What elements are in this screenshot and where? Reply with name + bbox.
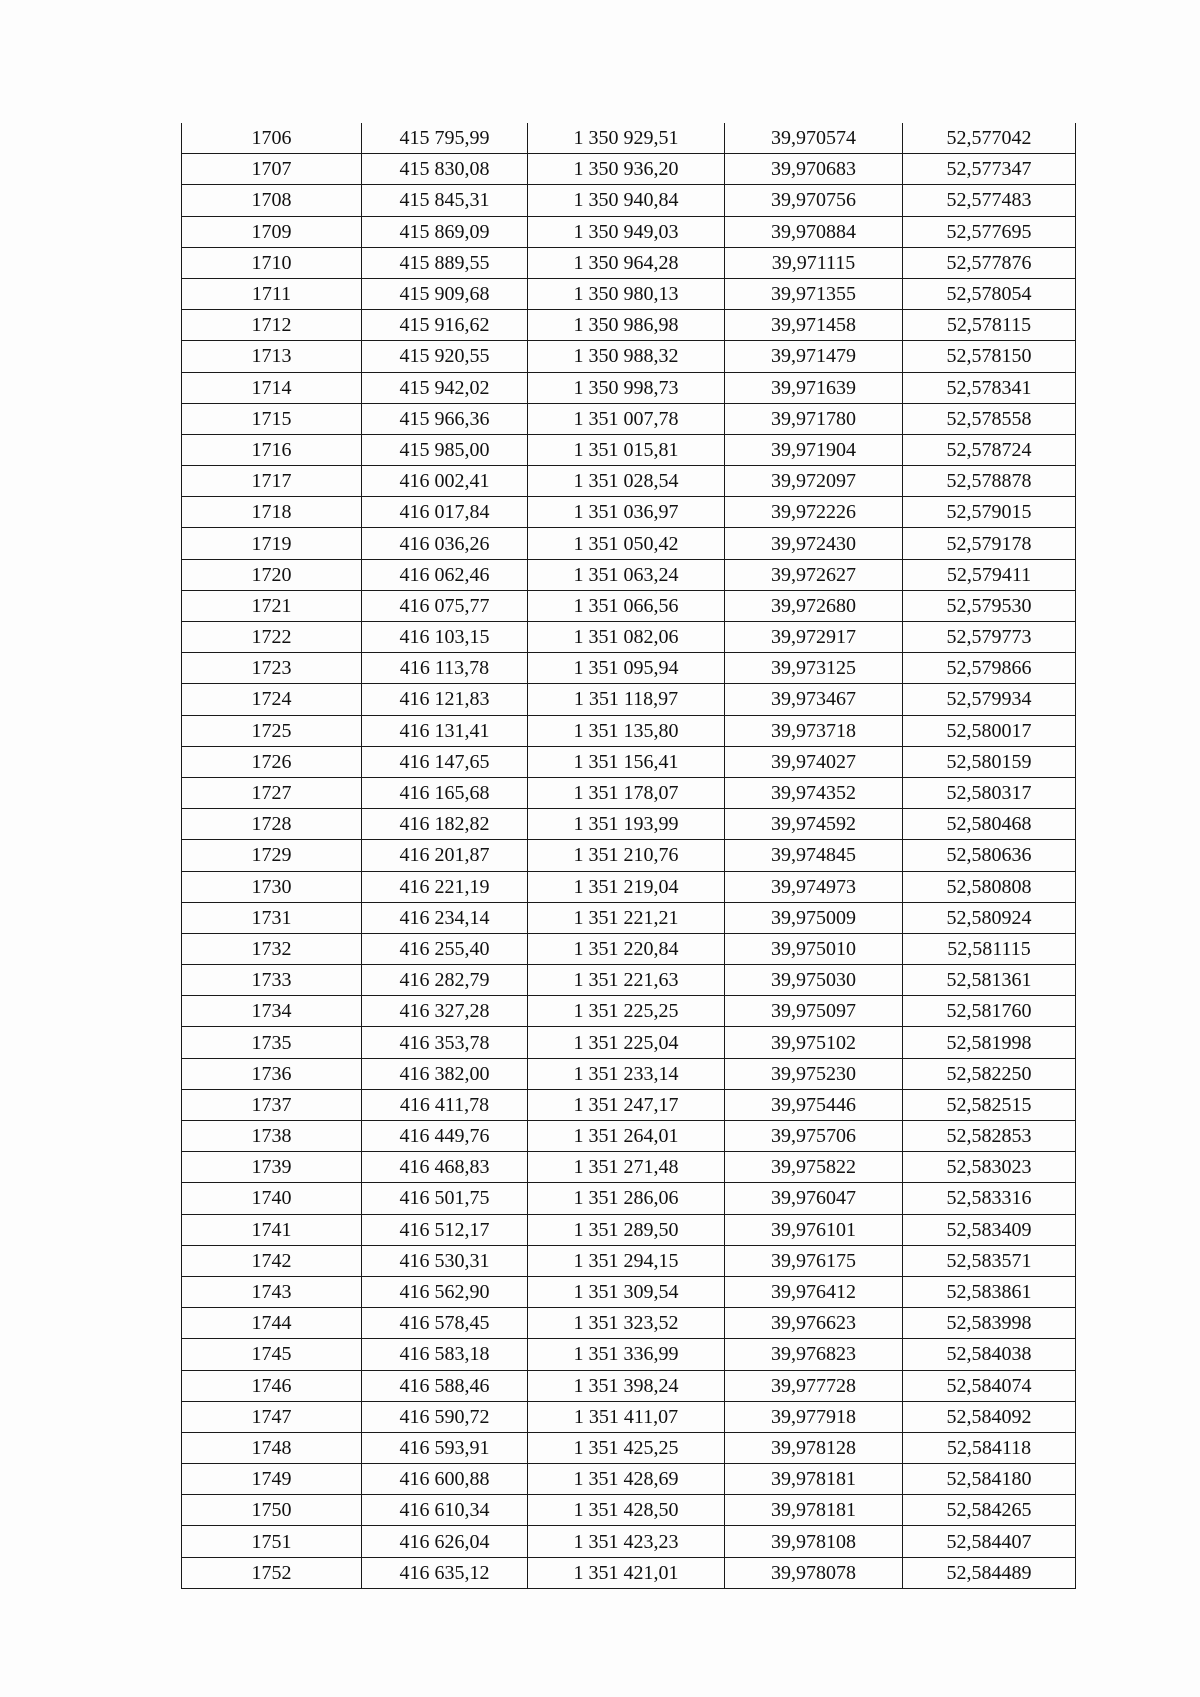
longitude-cell: 39,971904 [725, 434, 903, 465]
latitude-cell: 52,580468 [903, 809, 1076, 840]
table-row [182, 559, 1076, 590]
table-row [182, 1370, 1076, 1401]
x-coordinate-cell: 416 221,19 [362, 871, 528, 902]
point-number-cell: 1740 [182, 1183, 362, 1214]
point-number-cell: 1715 [182, 403, 362, 434]
y-coordinate-cell: 1 350 988,32 [528, 341, 725, 372]
longitude-cell: 39,972917 [725, 622, 903, 653]
table-row [182, 528, 1076, 559]
latitude-cell: 52,578115 [903, 310, 1076, 341]
latitude-cell: 52,584074 [903, 1370, 1076, 1401]
table-row [182, 902, 1076, 933]
point-number-cell: 1706 [182, 123, 362, 154]
y-coordinate-cell: 1 351 428,50 [528, 1495, 725, 1526]
latitude-cell: 52,577695 [903, 216, 1076, 247]
point-number-cell: 1719 [182, 528, 362, 559]
point-number-cell: 1734 [182, 996, 362, 1027]
longitude-cell: 39,978181 [725, 1464, 903, 1495]
point-number-cell: 1714 [182, 372, 362, 403]
longitude-cell: 39,973718 [725, 715, 903, 746]
table-row [182, 1027, 1076, 1058]
x-coordinate-cell: 416 147,65 [362, 746, 528, 777]
table-row [182, 840, 1076, 871]
y-coordinate-cell: 1 351 028,54 [528, 466, 725, 497]
table-row [182, 1526, 1076, 1557]
point-number-cell: 1711 [182, 278, 362, 309]
y-coordinate-cell: 1 351 220,84 [528, 933, 725, 964]
point-number-cell: 1730 [182, 871, 362, 902]
table-row [182, 590, 1076, 621]
x-coordinate-cell: 416 036,26 [362, 528, 528, 559]
latitude-cell: 52,584092 [903, 1401, 1076, 1432]
latitude-cell: 52,577483 [903, 185, 1076, 216]
table-row [182, 933, 1076, 964]
longitude-cell: 39,971479 [725, 341, 903, 372]
table-row [182, 310, 1076, 341]
x-coordinate-cell: 416 353,78 [362, 1027, 528, 1058]
table-row [182, 1432, 1076, 1463]
y-coordinate-cell: 1 351 294,15 [528, 1245, 725, 1276]
y-coordinate-cell: 1 351 336,99 [528, 1339, 725, 1370]
x-coordinate-cell: 416 449,76 [362, 1121, 528, 1152]
y-coordinate-cell: 1 351 289,50 [528, 1214, 725, 1245]
point-number-cell: 1710 [182, 247, 362, 278]
point-number-cell: 1709 [182, 216, 362, 247]
table-row [182, 1121, 1076, 1152]
y-coordinate-cell: 1 351 225,25 [528, 996, 725, 1027]
x-coordinate-cell: 415 869,09 [362, 216, 528, 247]
y-coordinate-cell: 1 351 428,69 [528, 1464, 725, 1495]
latitude-cell: 52,584118 [903, 1432, 1076, 1463]
x-coordinate-cell: 415 909,68 [362, 278, 528, 309]
table-row [182, 622, 1076, 653]
x-coordinate-cell: 415 966,36 [362, 403, 528, 434]
table-row [182, 1152, 1076, 1183]
y-coordinate-cell: 1 351 323,52 [528, 1308, 725, 1339]
latitude-cell: 52,584489 [903, 1557, 1076, 1588]
longitude-cell: 39,974027 [725, 746, 903, 777]
table-row [182, 372, 1076, 403]
y-coordinate-cell: 1 351 193,99 [528, 809, 725, 840]
x-coordinate-cell: 416 600,88 [362, 1464, 528, 1495]
latitude-cell: 52,583409 [903, 1214, 1076, 1245]
table-row [182, 1339, 1076, 1370]
table-row [182, 341, 1076, 372]
point-number-cell: 1712 [182, 310, 362, 341]
table-row [182, 497, 1076, 528]
x-coordinate-cell: 416 075,77 [362, 590, 528, 621]
y-coordinate-cell: 1 351 219,04 [528, 871, 725, 902]
longitude-cell: 39,974973 [725, 871, 903, 902]
latitude-cell: 52,580924 [903, 902, 1076, 933]
longitude-cell: 39,972627 [725, 559, 903, 590]
y-coordinate-cell: 1 351 082,06 [528, 622, 725, 653]
longitude-cell: 39,972680 [725, 590, 903, 621]
longitude-cell: 39,973467 [725, 684, 903, 715]
y-coordinate-cell: 1 350 998,73 [528, 372, 725, 403]
latitude-cell: 52,579934 [903, 684, 1076, 715]
latitude-cell: 52,578878 [903, 466, 1076, 497]
latitude-cell: 52,581361 [903, 965, 1076, 996]
table-row [182, 216, 1076, 247]
table-row [182, 403, 1076, 434]
point-number-cell: 1716 [182, 434, 362, 465]
x-coordinate-cell: 416 590,72 [362, 1401, 528, 1432]
point-number-cell: 1739 [182, 1152, 362, 1183]
latitude-cell: 52,583316 [903, 1183, 1076, 1214]
latitude-cell: 52,579178 [903, 528, 1076, 559]
point-number-cell: 1732 [182, 933, 362, 964]
y-coordinate-cell: 1 350 936,20 [528, 154, 725, 185]
x-coordinate-cell: 415 795,99 [362, 123, 528, 154]
table-row [182, 247, 1076, 278]
point-number-cell: 1741 [182, 1214, 362, 1245]
y-coordinate-cell: 1 350 940,84 [528, 185, 725, 216]
longitude-cell: 39,976047 [725, 1183, 903, 1214]
point-number-cell: 1723 [182, 653, 362, 684]
longitude-cell: 39,975097 [725, 996, 903, 1027]
longitude-cell: 39,970574 [725, 123, 903, 154]
y-coordinate-cell: 1 351 398,24 [528, 1370, 725, 1401]
longitude-cell: 39,971458 [725, 310, 903, 341]
point-number-cell: 1713 [182, 341, 362, 372]
table-row [182, 1245, 1076, 1276]
y-coordinate-cell: 1 351 063,24 [528, 559, 725, 590]
y-coordinate-cell: 1 351 066,56 [528, 590, 725, 621]
point-number-cell: 1748 [182, 1432, 362, 1463]
table-row [182, 1214, 1076, 1245]
y-coordinate-cell: 1 351 007,78 [528, 403, 725, 434]
y-coordinate-cell: 1 351 221,21 [528, 902, 725, 933]
x-coordinate-cell: 415 830,08 [362, 154, 528, 185]
point-number-cell: 1720 [182, 559, 362, 590]
y-coordinate-cell: 1 351 015,81 [528, 434, 725, 465]
point-number-cell: 1742 [182, 1245, 362, 1276]
table-row [182, 466, 1076, 497]
x-coordinate-cell: 416 165,68 [362, 777, 528, 808]
point-number-cell: 1733 [182, 965, 362, 996]
latitude-cell: 52,580636 [903, 840, 1076, 871]
longitude-cell: 39,975009 [725, 902, 903, 933]
table-row [182, 715, 1076, 746]
y-coordinate-cell: 1 351 210,76 [528, 840, 725, 871]
latitude-cell: 52,582250 [903, 1058, 1076, 1089]
x-coordinate-cell: 416 635,12 [362, 1557, 528, 1588]
y-coordinate-cell: 1 351 233,14 [528, 1058, 725, 1089]
longitude-cell: 39,972430 [725, 528, 903, 559]
latitude-cell: 52,584265 [903, 1495, 1076, 1526]
longitude-cell: 39,972226 [725, 497, 903, 528]
x-coordinate-cell: 416 234,14 [362, 902, 528, 933]
point-number-cell: 1738 [182, 1121, 362, 1152]
latitude-cell: 52,584180 [903, 1464, 1076, 1495]
longitude-cell: 39,974352 [725, 777, 903, 808]
y-coordinate-cell: 1 351 225,04 [528, 1027, 725, 1058]
x-coordinate-cell: 416 588,46 [362, 1370, 528, 1401]
table-row [182, 434, 1076, 465]
point-number-cell: 1736 [182, 1058, 362, 1089]
point-number-cell: 1727 [182, 777, 362, 808]
longitude-cell: 39,978108 [725, 1526, 903, 1557]
y-coordinate-cell: 1 351 423,23 [528, 1526, 725, 1557]
longitude-cell: 39,976175 [725, 1245, 903, 1276]
y-coordinate-cell: 1 351 050,42 [528, 528, 725, 559]
x-coordinate-cell: 415 985,00 [362, 434, 528, 465]
x-coordinate-cell: 416 255,40 [362, 933, 528, 964]
longitude-cell: 39,974592 [725, 809, 903, 840]
longitude-cell: 39,976101 [725, 1214, 903, 1245]
table-row [182, 777, 1076, 808]
table-row [182, 154, 1076, 185]
y-coordinate-cell: 1 351 221,63 [528, 965, 725, 996]
point-number-cell: 1707 [182, 154, 362, 185]
latitude-cell: 52,577042 [903, 123, 1076, 154]
longitude-cell: 39,975446 [725, 1089, 903, 1120]
longitude-cell: 39,975030 [725, 965, 903, 996]
table-row [182, 653, 1076, 684]
point-number-cell: 1751 [182, 1526, 362, 1557]
x-coordinate-cell: 416 578,45 [362, 1308, 528, 1339]
latitude-cell: 52,580017 [903, 715, 1076, 746]
latitude-cell: 52,581998 [903, 1027, 1076, 1058]
longitude-cell: 39,971355 [725, 278, 903, 309]
latitude-cell: 52,578150 [903, 341, 1076, 372]
point-number-cell: 1746 [182, 1370, 362, 1401]
latitude-cell: 52,581115 [903, 933, 1076, 964]
table-row [182, 965, 1076, 996]
longitude-cell: 39,975706 [725, 1121, 903, 1152]
y-coordinate-cell: 1 350 964,28 [528, 247, 725, 278]
latitude-cell: 52,581760 [903, 996, 1076, 1027]
x-coordinate-cell: 415 920,55 [362, 341, 528, 372]
y-coordinate-cell: 1 351 264,01 [528, 1121, 725, 1152]
x-coordinate-cell: 416 501,75 [362, 1183, 528, 1214]
latitude-cell: 52,579411 [903, 559, 1076, 590]
x-coordinate-cell: 416 103,15 [362, 622, 528, 653]
point-number-cell: 1718 [182, 497, 362, 528]
y-coordinate-cell: 1 351 178,07 [528, 777, 725, 808]
latitude-cell: 52,579530 [903, 590, 1076, 621]
point-number-cell: 1724 [182, 684, 362, 715]
x-coordinate-cell: 416 593,91 [362, 1432, 528, 1463]
x-coordinate-cell: 416 530,31 [362, 1245, 528, 1276]
latitude-cell: 52,583861 [903, 1276, 1076, 1307]
longitude-cell: 39,975822 [725, 1152, 903, 1183]
point-number-cell: 1737 [182, 1089, 362, 1120]
table-row [182, 809, 1076, 840]
latitude-cell: 52,583998 [903, 1308, 1076, 1339]
longitude-cell: 39,975102 [725, 1027, 903, 1058]
point-number-cell: 1722 [182, 622, 362, 653]
latitude-cell: 52,579773 [903, 622, 1076, 653]
longitude-cell: 39,971115 [725, 247, 903, 278]
latitude-cell: 52,580808 [903, 871, 1076, 902]
y-coordinate-cell: 1 351 247,17 [528, 1089, 725, 1120]
latitude-cell: 52,578558 [903, 403, 1076, 434]
x-coordinate-cell: 416 131,41 [362, 715, 528, 746]
y-coordinate-cell: 1 350 929,51 [528, 123, 725, 154]
table-row [182, 996, 1076, 1027]
point-number-cell: 1743 [182, 1276, 362, 1307]
y-coordinate-cell: 1 351 411,07 [528, 1401, 725, 1432]
longitude-cell: 39,978128 [725, 1432, 903, 1463]
point-number-cell: 1747 [182, 1401, 362, 1432]
table-row [182, 871, 1076, 902]
latitude-cell: 52,582853 [903, 1121, 1076, 1152]
latitude-cell: 52,583571 [903, 1245, 1076, 1276]
y-coordinate-cell: 1 351 135,80 [528, 715, 725, 746]
longitude-cell: 39,974845 [725, 840, 903, 871]
x-coordinate-cell: 416 610,34 [362, 1495, 528, 1526]
y-coordinate-cell: 1 351 118,97 [528, 684, 725, 715]
latitude-cell: 52,583023 [903, 1152, 1076, 1183]
x-coordinate-cell: 416 121,83 [362, 684, 528, 715]
x-coordinate-cell: 416 468,83 [362, 1152, 528, 1183]
point-number-cell: 1725 [182, 715, 362, 746]
x-coordinate-cell: 415 916,62 [362, 310, 528, 341]
point-number-cell: 1745 [182, 1339, 362, 1370]
x-coordinate-cell: 416 512,17 [362, 1214, 528, 1245]
y-coordinate-cell: 1 350 980,13 [528, 278, 725, 309]
longitude-cell: 39,971780 [725, 403, 903, 434]
y-coordinate-cell: 1 351 156,41 [528, 746, 725, 777]
table-row [182, 1464, 1076, 1495]
longitude-cell: 39,970884 [725, 216, 903, 247]
point-number-cell: 1731 [182, 902, 362, 933]
table-row [182, 746, 1076, 777]
point-number-cell: 1726 [182, 746, 362, 777]
x-coordinate-cell: 416 562,90 [362, 1276, 528, 1307]
point-number-cell: 1708 [182, 185, 362, 216]
coordinates-table [181, 123, 1076, 1589]
y-coordinate-cell: 1 351 271,48 [528, 1152, 725, 1183]
x-coordinate-cell: 416 062,46 [362, 559, 528, 590]
point-number-cell: 1744 [182, 1308, 362, 1339]
latitude-cell: 52,577347 [903, 154, 1076, 185]
table-row [182, 1308, 1076, 1339]
longitude-cell: 39,973125 [725, 653, 903, 684]
longitude-cell: 39,978078 [725, 1557, 903, 1588]
x-coordinate-cell: 416 017,84 [362, 497, 528, 528]
latitude-cell: 52,580159 [903, 746, 1076, 777]
y-coordinate-cell: 1 351 421,01 [528, 1557, 725, 1588]
x-coordinate-cell: 416 002,41 [362, 466, 528, 497]
x-coordinate-cell: 415 889,55 [362, 247, 528, 278]
point-number-cell: 1717 [182, 466, 362, 497]
latitude-cell: 52,579866 [903, 653, 1076, 684]
longitude-cell: 39,976623 [725, 1308, 903, 1339]
table-row [182, 185, 1076, 216]
latitude-cell: 52,582515 [903, 1089, 1076, 1120]
longitude-cell: 39,971639 [725, 372, 903, 403]
x-coordinate-cell: 416 201,87 [362, 840, 528, 871]
latitude-cell: 52,578341 [903, 372, 1076, 403]
longitude-cell: 39,970683 [725, 154, 903, 185]
longitude-cell: 39,975010 [725, 933, 903, 964]
x-coordinate-cell: 416 327,28 [362, 996, 528, 1027]
x-coordinate-cell: 415 942,02 [362, 372, 528, 403]
x-coordinate-cell: 415 845,31 [362, 185, 528, 216]
point-number-cell: 1721 [182, 590, 362, 621]
table-row [182, 1089, 1076, 1120]
x-coordinate-cell: 416 626,04 [362, 1526, 528, 1557]
table-row [182, 1183, 1076, 1214]
y-coordinate-cell: 1 351 036,97 [528, 497, 725, 528]
longitude-cell: 39,970756 [725, 185, 903, 216]
x-coordinate-cell: 416 182,82 [362, 809, 528, 840]
latitude-cell: 52,580317 [903, 777, 1076, 808]
latitude-cell: 52,578724 [903, 434, 1076, 465]
x-coordinate-cell: 416 113,78 [362, 653, 528, 684]
point-number-cell: 1735 [182, 1027, 362, 1058]
point-number-cell: 1750 [182, 1495, 362, 1526]
point-number-cell: 1752 [182, 1557, 362, 1588]
table-row [182, 278, 1076, 309]
y-coordinate-cell: 1 350 986,98 [528, 310, 725, 341]
table-row [182, 1276, 1076, 1307]
table-row [182, 123, 1076, 154]
latitude-cell: 52,579015 [903, 497, 1076, 528]
longitude-cell: 39,977918 [725, 1401, 903, 1432]
x-coordinate-cell: 416 583,18 [362, 1339, 528, 1370]
y-coordinate-cell: 1 351 309,54 [528, 1276, 725, 1307]
table-row [182, 1401, 1076, 1432]
y-coordinate-cell: 1 351 286,06 [528, 1183, 725, 1214]
longitude-cell: 39,975230 [725, 1058, 903, 1089]
table-row [182, 1495, 1076, 1526]
point-number-cell: 1728 [182, 809, 362, 840]
x-coordinate-cell: 416 282,79 [362, 965, 528, 996]
latitude-cell: 52,578054 [903, 278, 1076, 309]
longitude-cell: 39,977728 [725, 1370, 903, 1401]
y-coordinate-cell: 1 351 095,94 [528, 653, 725, 684]
table-row [182, 1557, 1076, 1588]
table-row [182, 1058, 1076, 1089]
y-coordinate-cell: 1 351 425,25 [528, 1432, 725, 1463]
latitude-cell: 52,584038 [903, 1339, 1076, 1370]
point-number-cell: 1749 [182, 1464, 362, 1495]
table-row [182, 684, 1076, 715]
point-number-cell: 1729 [182, 840, 362, 871]
latitude-cell: 52,584407 [903, 1526, 1076, 1557]
y-coordinate-cell: 1 350 949,03 [528, 216, 725, 247]
x-coordinate-cell: 416 382,00 [362, 1058, 528, 1089]
longitude-cell: 39,978181 [725, 1495, 903, 1526]
latitude-cell: 52,577876 [903, 247, 1076, 278]
longitude-cell: 39,976412 [725, 1276, 903, 1307]
longitude-cell: 39,976823 [725, 1339, 903, 1370]
coordinates-table-body [182, 123, 1076, 1588]
longitude-cell: 39,972097 [725, 466, 903, 497]
x-coordinate-cell: 416 411,78 [362, 1089, 528, 1120]
